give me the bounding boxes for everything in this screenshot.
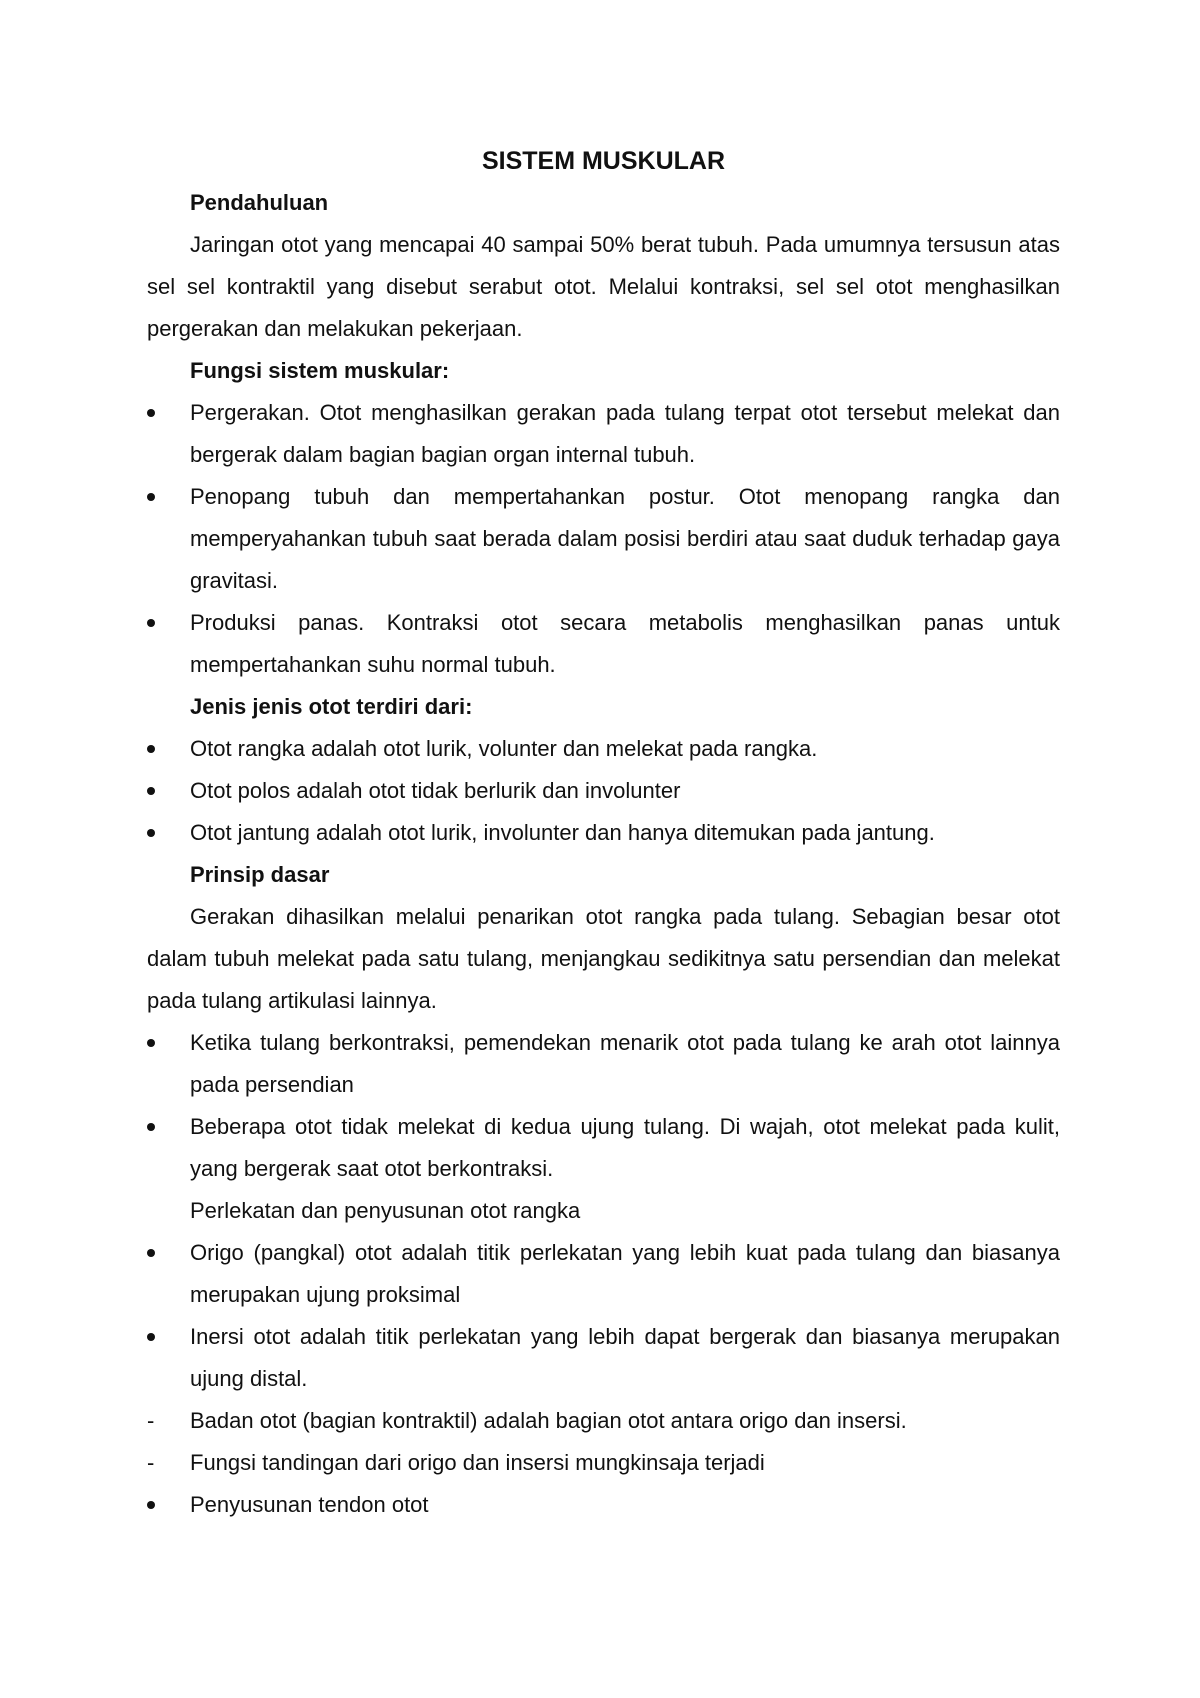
list-item-text: Otot jantung adalah otot lurik, involunter dan hanya ditemukan pada jantung.: [190, 820, 935, 845]
list-item-text: Beberapa otot tidak melekat di kedua ujung tulang. Di wajah, otot melekat pada kulit, yang bergerak saat otot berkontraksi.: [190, 1114, 1060, 1181]
dash-list-item: [147, 1442, 1060, 1484]
document-title: SISTEM MUSKULAR: [481, 147, 726, 175]
document-body: [147, 140, 1060, 1526]
dash-list-item: [147, 1400, 1060, 1442]
list-item: [147, 476, 1060, 602]
list-item-text: Badan otot (bagian kontraktil) adalah bagian otot antara origo dan insersi.: [190, 1408, 907, 1433]
section-heading-intro: Pendahuluan: [190, 190, 329, 215]
section-heading-types: Jenis jenis otot terdiri dari:: [190, 694, 473, 719]
list-item: [147, 1232, 1060, 1316]
list-item-text: Otot rangka adalah otot lurik, volunter dan melekat pada rangka.: [190, 736, 818, 761]
list-item: [147, 602, 1060, 686]
list-item-text: Produksi panas. Kontraksi otot secara metabolis menghasilkan panas untuk mempertahankan suhu normal tubuh.: [190, 610, 1060, 677]
dash-marker: -: [147, 1450, 155, 1475]
list-item: [147, 728, 1060, 770]
list-item: [147, 392, 1060, 476]
list-item-text: Pergerakan. Otot menghasilkan gerakan pada tulang terpat otot tersebut melekat dan bergerak dalam bagian bagian organ internal tubuh.: [190, 400, 1060, 467]
list-item-text: Inersi otot adalah titik perlekatan yang lebih dapat bergerak dan biasanya merupakan ujung distal.: [190, 1324, 1060, 1391]
principle-paragraph: Gerakan dihasilkan melalui penarikan otot rangka pada tulang. Sebagian besar otot dalam tubuh melekat pada satu tulang, menjangkau sedikitnya satu persendian dan melekat pada tulang artikulasi lainnya.: [147, 904, 1060, 1013]
list-item-text: Fungsi tandingan dari origo dan insersi mungkinsaja terjadi: [190, 1450, 765, 1475]
list-item: [147, 1316, 1060, 1400]
list-item: [147, 812, 1060, 854]
section-heading-functions: Fungsi sistem muskular:: [190, 358, 450, 383]
list-item: [147, 1022, 1060, 1106]
intro-paragraph: Jaringan otot yang mencapai 40 sampai 50% berat tubuh. Pada umumnya tersusun atas sel sel kontraktil yang disebut serabut otot. Melalui kontraksi, sel sel otot menghasilkan pergerakan dan melakukan pekerjaan.: [147, 232, 1060, 341]
attachment-subheading: Perlekatan dan penyusunan otot rangka: [190, 1198, 581, 1223]
list-item: [147, 1484, 1060, 1526]
dash-marker: -: [147, 1408, 155, 1433]
list-item-text: Penyusunan tendon otot: [190, 1492, 429, 1517]
list-item-text: Penopang tubuh dan mempertahankan postur. Otot menopang rangka dan memperyahankan tubuh saat berada dalam posisi berdiri atau saat duduk terhadap gaya gravitasi.: [190, 484, 1060, 593]
list-item-text: Origo (pangkal) otot adalah titik perlekatan yang lebih kuat pada tulang dan biasanya merupakan ujung proksimal: [190, 1240, 1060, 1307]
list-item: [147, 770, 1060, 812]
list-item-text: Ketika tulang berkontraksi, pemendekan menarik otot pada tulang ke arah otot lainnya pada persendian: [190, 1030, 1060, 1097]
section-heading-principle: Prinsip dasar: [190, 862, 330, 887]
list-item-text: Otot polos adalah otot tidak berlurik dan involunter: [190, 778, 681, 803]
list-item: [147, 1106, 1060, 1190]
